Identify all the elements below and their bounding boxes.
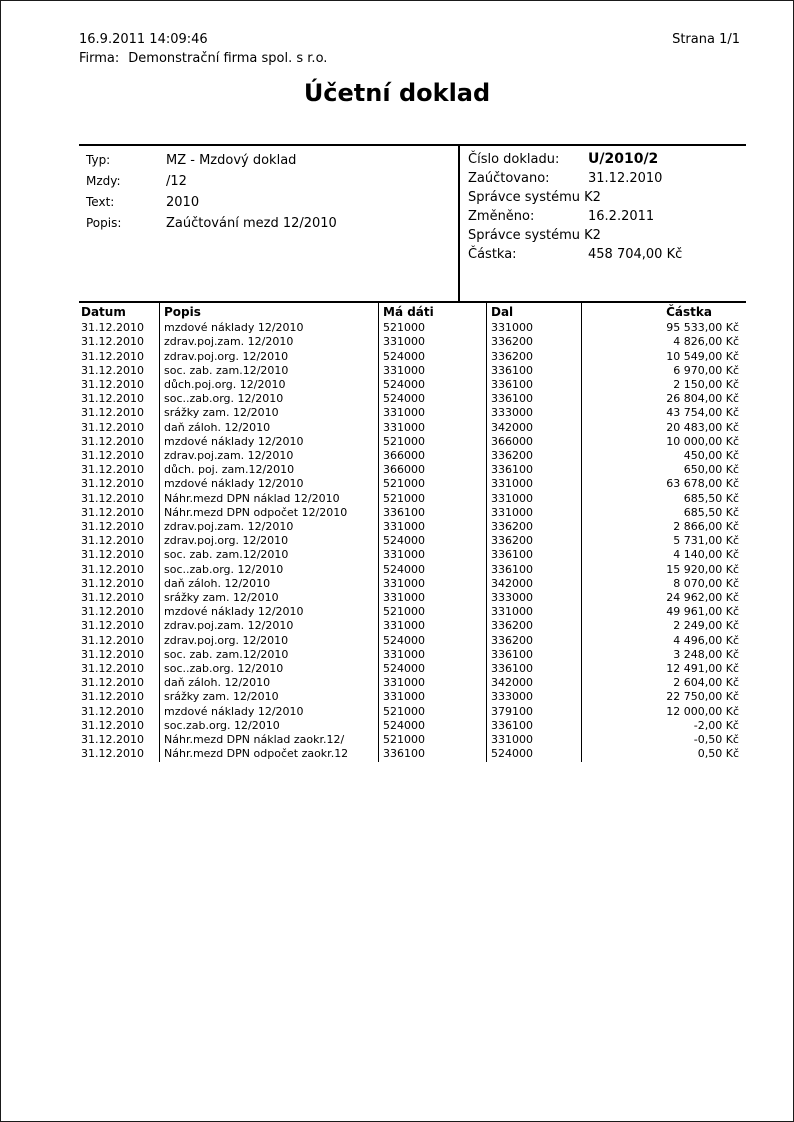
cell-md: 331000 <box>378 591 486 605</box>
cell-md: 331000 <box>378 548 486 562</box>
table-row <box>79 350 746 364</box>
cell-md: 366000 <box>378 449 486 463</box>
cell-md: 521000 <box>378 321 486 335</box>
cell-datum: 31.12.2010 <box>81 520 144 534</box>
posted-label: Zaúčtovano: <box>468 171 550 186</box>
column-header-ma-dati: Má dáti <box>378 303 486 321</box>
column-header-dal: Dal <box>486 303 581 321</box>
page-number: Strana 1/1 <box>672 32 740 47</box>
cell-datum: 31.12.2010 <box>81 662 144 676</box>
info-row-text <box>86 195 458 210</box>
table-row <box>79 506 746 520</box>
cell-popis: soc. zab. zam.12/2010 <box>159 548 378 562</box>
cell-castka: 2 150,00 Kč <box>581 378 746 392</box>
column-header-popis: Popis <box>159 303 378 321</box>
mzdy-label: Mzdy: <box>86 174 121 188</box>
cell-md: 524000 <box>378 392 486 406</box>
changed-date: 16.2.2011 <box>588 209 655 224</box>
amount-value: 458 704,00 Kč <box>588 247 683 262</box>
cell-datum: 31.12.2010 <box>81 747 144 761</box>
table-row <box>79 747 746 761</box>
cell-md: 331000 <box>378 648 486 662</box>
cell-castka: 4 140,00 Kč <box>581 548 746 562</box>
cell-datum: 31.12.2010 <box>81 690 144 704</box>
cell-castka: 95 533,00 Kč <box>581 321 746 335</box>
amount-label: Částka: <box>468 247 517 262</box>
table-row <box>79 378 746 392</box>
cell-md: 366000 <box>378 463 486 477</box>
cell-datum: 31.12.2010 <box>81 619 144 633</box>
cell-popis: mzdové náklady 12/2010 <box>159 605 378 619</box>
table-row <box>79 421 746 435</box>
cell-dal: 336200 <box>486 634 581 648</box>
cell-datum: 31.12.2010 <box>81 633 144 647</box>
typ-label: Typ: <box>86 153 111 167</box>
cell-dal: 333000 <box>486 591 581 605</box>
cell-castka: 43 754,00 Kč <box>581 406 746 420</box>
cell-dal: 342000 <box>486 421 581 435</box>
cell-md: 524000 <box>378 378 486 392</box>
table-row <box>79 335 746 349</box>
cell-datum: 31.12.2010 <box>81 363 144 377</box>
cell-castka: 2 249,00 Kč <box>581 619 746 633</box>
cell-md: 331000 <box>378 619 486 633</box>
cell-popis: zdrav.poj.zam. 12/2010 <box>159 619 378 633</box>
cell-md: 521000 <box>378 492 486 506</box>
cell-datum: 31.12.2010 <box>81 335 144 349</box>
table-row <box>79 492 746 506</box>
popis-label: Popis: <box>86 216 122 230</box>
cell-popis: zdrav.poj.org. 12/2010 <box>159 634 378 648</box>
cell-md: 331000 <box>378 364 486 378</box>
cell-popis: daň záloh. 12/2010 <box>159 421 378 435</box>
cell-md: 331000 <box>378 690 486 704</box>
cell-md: 524000 <box>378 563 486 577</box>
cell-md: 331000 <box>378 520 486 534</box>
cell-castka: 12 000,00 Kč <box>581 705 746 719</box>
cell-popis: daň záloh. 12/2010 <box>159 577 378 591</box>
cell-datum: 31.12.2010 <box>81 406 144 420</box>
cell-dal: 336100 <box>486 662 581 676</box>
cell-popis: soc. zab. zam.12/2010 <box>159 648 378 662</box>
cell-md: 524000 <box>378 634 486 648</box>
cell-dal: 336200 <box>486 619 581 633</box>
cell-dal: 336100 <box>486 548 581 562</box>
cell-castka: 15 920,00 Kč <box>581 563 746 577</box>
cell-castka: 6 970,00 Kč <box>581 364 746 378</box>
cell-dal: 331000 <box>486 733 581 747</box>
text-label: Text: <box>86 195 115 209</box>
table-row <box>79 563 746 577</box>
cell-datum: 31.12.2010 <box>81 534 144 548</box>
cell-castka: 20 483,00 Kč <box>581 421 746 435</box>
table-row <box>79 705 746 719</box>
cell-popis: mzdové náklady 12/2010 <box>159 321 378 335</box>
cell-castka: 0,50 Kč <box>581 747 746 761</box>
info-row-amount <box>468 247 746 262</box>
text-value: 2010 <box>166 195 200 210</box>
cell-castka: 8 070,00 Kč <box>581 577 746 591</box>
cell-castka: 685,50 Kč <box>581 506 746 520</box>
cell-popis: důch. poj. zam.12/2010 <box>159 463 378 477</box>
cell-castka: 2 604,00 Kč <box>581 676 746 690</box>
info-row-popis <box>86 216 458 231</box>
cell-datum: 31.12.2010 <box>81 704 144 718</box>
info-row-changed <box>468 209 746 224</box>
cell-dal: 366000 <box>486 435 581 449</box>
cell-datum: 31.12.2010 <box>81 477 144 491</box>
cell-dal: 336100 <box>486 563 581 577</box>
firm-name: Demonstrační firma spol. s r.o. <box>128 51 328 66</box>
cell-datum: 31.12.2010 <box>81 392 144 406</box>
cell-castka: 26 804,00 Kč <box>581 392 746 406</box>
cell-castka: 12 491,00 Kč <box>581 662 746 676</box>
table-row <box>79 548 746 562</box>
cell-dal: 336100 <box>486 463 581 477</box>
cell-dal: 331000 <box>486 506 581 520</box>
table-row <box>79 364 746 378</box>
table-row <box>79 648 746 662</box>
cell-dal: 336100 <box>486 378 581 392</box>
cell-datum: 31.12.2010 <box>81 378 144 392</box>
cell-md: 521000 <box>378 705 486 719</box>
print-datetime: 16.9.2011 14:09:46 <box>79 32 208 47</box>
cell-datum: 31.12.2010 <box>81 434 144 448</box>
document-info-section <box>79 144 746 301</box>
cell-dal: 342000 <box>486 577 581 591</box>
cell-dal: 336100 <box>486 719 581 733</box>
mzdy-value: /12 <box>166 174 187 189</box>
cell-castka: 5 731,00 Kč <box>581 534 746 548</box>
cell-datum: 31.12.2010 <box>81 718 144 732</box>
cell-dal: 336200 <box>486 350 581 364</box>
table-row <box>79 719 746 733</box>
cell-md: 524000 <box>378 534 486 548</box>
cell-md: 331000 <box>378 676 486 690</box>
cell-castka: 685,50 Kč <box>581 492 746 506</box>
cell-dal: 333000 <box>486 406 581 420</box>
cell-popis: soc. zab. zam.12/2010 <box>159 364 378 378</box>
cell-datum: 31.12.2010 <box>81 576 144 590</box>
cell-md: 521000 <box>378 605 486 619</box>
cell-popis: mzdové náklady 12/2010 <box>159 705 378 719</box>
cell-popis: Náhr.mezd DPN náklad zaokr.12/ <box>159 733 378 747</box>
cell-md: 331000 <box>378 421 486 435</box>
cell-md: 521000 <box>378 477 486 491</box>
typ-value: MZ - Mzdový doklad <box>166 153 297 168</box>
cell-castka: 3 248,00 Kč <box>581 648 746 662</box>
cell-popis: soc..zab.org. 12/2010 <box>159 392 378 406</box>
cell-md: 524000 <box>378 662 486 676</box>
page-title: Účetní doklad <box>303 79 491 107</box>
cell-castka: 22 750,00 Kč <box>581 690 746 704</box>
table-row <box>79 435 746 449</box>
cell-dal: 336200 <box>486 335 581 349</box>
cell-datum: 31.12.2010 <box>81 321 144 335</box>
cell-datum: 31.12.2010 <box>81 605 144 619</box>
cell-md: 524000 <box>378 719 486 733</box>
cell-datum: 31.12.2010 <box>81 420 144 434</box>
cell-popis: zdrav.poj.zam. 12/2010 <box>159 335 378 349</box>
cell-popis: Náhr.mezd DPN náklad 12/2010 <box>159 492 378 506</box>
changed-label: Změněno: <box>468 209 535 224</box>
info-left-box <box>79 146 458 301</box>
cell-datum: 31.12.2010 <box>81 505 144 519</box>
cell-popis: mzdové náklady 12/2010 <box>159 477 378 491</box>
table-row <box>79 619 746 633</box>
cell-dal: 336200 <box>486 534 581 548</box>
table-row <box>79 690 746 704</box>
posted-by: Správce systému K2 <box>468 190 601 205</box>
cell-castka: -2,00 Kč <box>581 719 746 733</box>
cell-md: 331000 <box>378 577 486 591</box>
cell-popis: zdrav.poj.zam. 12/2010 <box>159 520 378 534</box>
cell-md: 331000 <box>378 406 486 420</box>
cell-datum: 31.12.2010 <box>81 449 144 463</box>
cell-dal: 331000 <box>486 492 581 506</box>
cell-dal: 379100 <box>486 705 581 719</box>
column-header-castka: Částka <box>581 303 746 321</box>
info-row-mzdy <box>86 174 458 189</box>
table-row <box>79 449 746 463</box>
cell-popis: srážky zam. 12/2010 <box>159 690 378 704</box>
table-body <box>79 321 746 761</box>
cell-popis: mzdové náklady 12/2010 <box>159 435 378 449</box>
cell-dal: 336100 <box>486 364 581 378</box>
info-row-posted <box>468 171 746 186</box>
cell-dal: 336100 <box>486 392 581 406</box>
cell-dal: 336200 <box>486 520 581 534</box>
cell-dal: 333000 <box>486 690 581 704</box>
cell-datum: 31.12.2010 <box>81 733 144 747</box>
cell-datum: 31.12.2010 <box>81 562 144 576</box>
changed-by: Správce systému K2 <box>468 228 601 243</box>
cell-castka: 63 678,00 Kč <box>581 477 746 491</box>
table-row <box>79 321 746 335</box>
cell-datum: 31.12.2010 <box>81 676 144 690</box>
cell-popis: zdrav.poj.zam. 12/2010 <box>159 449 378 463</box>
popis-value: Zaúčtování mezd 12/2010 <box>166 216 337 231</box>
cell-dal: 336100 <box>486 648 581 662</box>
cell-castka: 10 000,00 Kč <box>581 435 746 449</box>
table-row <box>79 676 746 690</box>
cell-datum: 31.12.2010 <box>81 591 144 605</box>
cell-castka: 24 962,00 Kč <box>581 591 746 605</box>
cell-md: 521000 <box>378 435 486 449</box>
doc-number-label: Číslo dokladu: <box>468 152 560 167</box>
table-row <box>79 520 746 534</box>
cell-castka: 49 961,00 Kč <box>581 605 746 619</box>
cell-castka: 10 549,00 Kč <box>581 350 746 364</box>
cell-dal: 331000 <box>486 605 581 619</box>
cell-castka: 2 866,00 Kč <box>581 520 746 534</box>
cell-dal: 336200 <box>486 449 581 463</box>
info-row-typ <box>86 153 458 168</box>
cell-md: 524000 <box>378 350 486 364</box>
table-header-row <box>79 303 746 321</box>
info-row-doc-number <box>468 151 746 167</box>
info-right-box <box>458 146 746 301</box>
cell-popis: důch.poj.org. 12/2010 <box>159 378 378 392</box>
cell-castka: 4 496,00 Kč <box>581 634 746 648</box>
firm-label: Firma: <box>79 51 120 66</box>
cell-popis: srážky zam. 12/2010 <box>159 591 378 605</box>
cell-popis: soc..zab.org. 12/2010 <box>159 662 378 676</box>
doc-number-value: U/2010/2 <box>588 151 659 167</box>
cell-md: 331000 <box>378 335 486 349</box>
table-row <box>79 577 746 591</box>
table-row <box>79 605 746 619</box>
cell-datum: 31.12.2010 <box>81 491 144 505</box>
cell-md: 336100 <box>378 747 486 761</box>
cell-castka: 650,00 Kč <box>581 463 746 477</box>
cell-popis: Náhr.mezd DPN odpočet zaokr.12 <box>159 747 378 761</box>
cell-datum: 31.12.2010 <box>81 647 144 661</box>
cell-datum: 31.12.2010 <box>81 349 144 363</box>
table-row <box>79 662 746 676</box>
cell-castka: 4 826,00 Kč <box>581 335 746 349</box>
cell-popis: soc..zab.org. 12/2010 <box>159 563 378 577</box>
cell-popis: daň záloh. 12/2010 <box>159 676 378 690</box>
table-row <box>79 733 746 747</box>
posted-date: 31.12.2010 <box>588 171 663 186</box>
cell-dal: 331000 <box>486 321 581 335</box>
cell-datum: 31.12.2010 <box>81 548 144 562</box>
table-row <box>79 406 746 420</box>
cell-castka: -0,50 Kč <box>581 733 746 747</box>
cell-md: 521000 <box>378 733 486 747</box>
cell-popis: soc.zab.org. 12/2010 <box>159 719 378 733</box>
cell-castka: 450,00 Kč <box>581 449 746 463</box>
table-row <box>79 534 746 548</box>
cell-popis: zdrav.poj.org. 12/2010 <box>159 350 378 364</box>
cell-popis: Náhr.mezd DPN odpočet 12/2010 <box>159 506 378 520</box>
table-row <box>79 477 746 491</box>
firm-line <box>79 51 327 66</box>
table-row <box>79 591 746 605</box>
table-row <box>79 392 746 406</box>
cell-dal: 331000 <box>486 477 581 491</box>
entries-table <box>79 301 746 762</box>
cell-popis: zdrav.poj.org. 12/2010 <box>159 534 378 548</box>
table-row <box>79 463 746 477</box>
cell-popis: srážky zam. 12/2010 <box>159 406 378 420</box>
table-row <box>79 634 746 648</box>
cell-dal: 342000 <box>486 676 581 690</box>
column-header-datum: Datum <box>81 305 126 319</box>
cell-md: 336100 <box>378 506 486 520</box>
cell-dal: 524000 <box>486 747 581 761</box>
cell-datum: 31.12.2010 <box>81 463 144 477</box>
